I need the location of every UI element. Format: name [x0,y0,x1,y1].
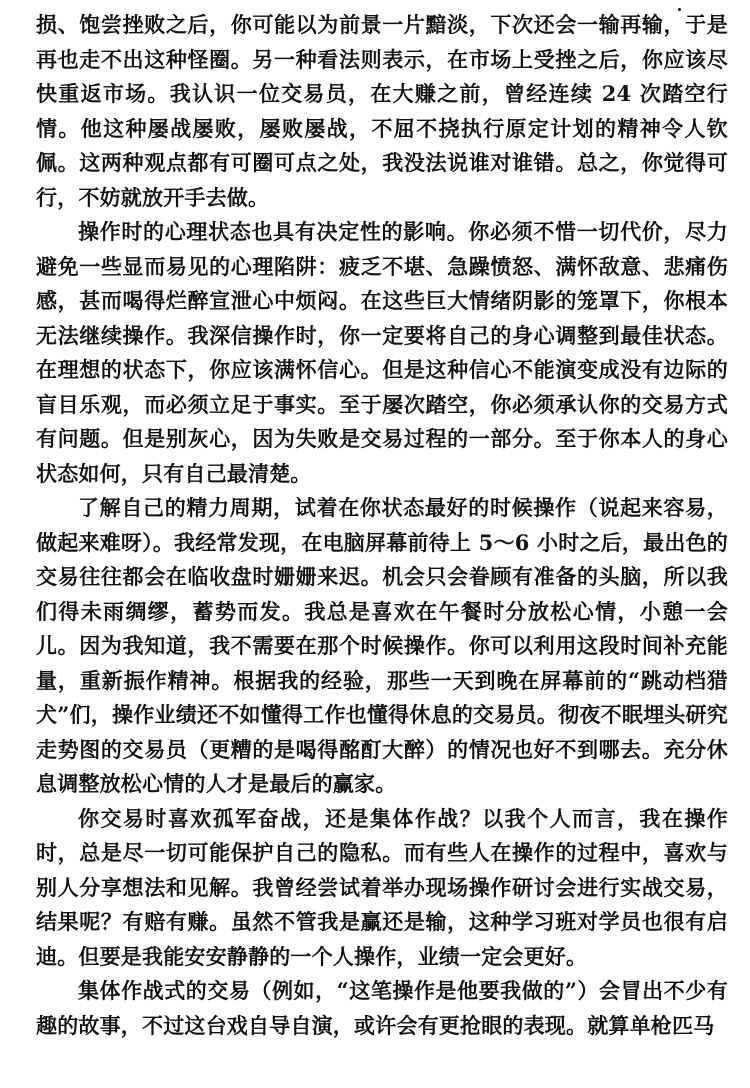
paragraph-4: 你交易时喜欢孤军奋战，还是集体作战？以我个人而言，我在操作时，总是尽一切可能保护自己的隐私。而有些人在操作的过程中，喜欢与别人分享想法和见解。我曾经尝试着举办现场操作研讨会进行实战交易，结果呢？有赔有赚。虽然不管我是赢还是输，这种学习班对学员也很有启迪。但要是我能安安静静的一个人操作，业绩一定会更好。 [36,805,728,969]
document-page [36,8,728,1084]
paragraph-2: 操作时的心理状态也具有决定性的影响。你必须不惜一切代价，尽力避免一些显而易见的心理陷阱：疲乏不堪、急躁愤怒、满怀敌意、悲痛伤感，甚而喝得烂醉宣泄心中烦闷。在这些巨大情绪阴影的笼罩下，你根本无法继续操作。我深信操作时，你一定要将自己的身心调整到最佳状态。在理想的状态下，你应该满怀信心。但是这种信心不能演变成没有边际的盲目乐观，而必须立足于事实。至于屡次踏空，你必须承认你的交易方式有问题。但是别灰心，因为失败是交易过程的一部分。至于你本人的身心状态如何，只有自己最清楚。 [36,219,728,486]
paragraph-5: 集体作战式的交易（例如，“这笔操作是他要我做的”）会冒出不少有趣的故事，不过这台戏自导自演，或许会有更抢眼的表现。就算单枪匹马 [36,978,728,1038]
paragraph-3: 了解自己的精力周期，试着在你状态最好的时候操作（说起来容易，做起来难呀）。我经常发现，在电脑屏幕前待上 5～6 小时之后，最出色的交易往往都会在临收盘时姗姗来迟。机会只会眷顾有准备的头脑，所以我们得未雨绸缪，蓄势而发。我总是喜欢在午餐时分放松心情，小憩一会儿。因为我知道，我不需要在那个时候操作。你可以利用这段时间补充能量，重新振作精神。根据我的经验，那些一天到晚在屏幕前的“跳动档猎犬”们，操作业绩还不如懂得工作也懂得休息的交易员。彻夜不眠埋头研究走势图的交易员（更糟的是喝得酩酊大醉）的情况也好不到哪去。充分休息调整放松心情的人才是最后的赢家。 [36,495,728,796]
paragraph-1: 损、饱尝挫败之后，你可能以为前景一片黯淡，下次还会一输再输，于是再也走不出这种怪圈。另一种看法则表示，在市场上受挫之后，你应该尽快重返市场。我认识一位交易员，在大赚之前，曾经连续 24 次踏空行情。他这种屡战屡败，屡败屡战，不屈不挠执行原定计划的精神令人钦佩。这两种观点都有可圈可点之处，我没法说谁对谁错。总之，你觉得可行，不妨就放开手去做。 [36,12,728,210]
